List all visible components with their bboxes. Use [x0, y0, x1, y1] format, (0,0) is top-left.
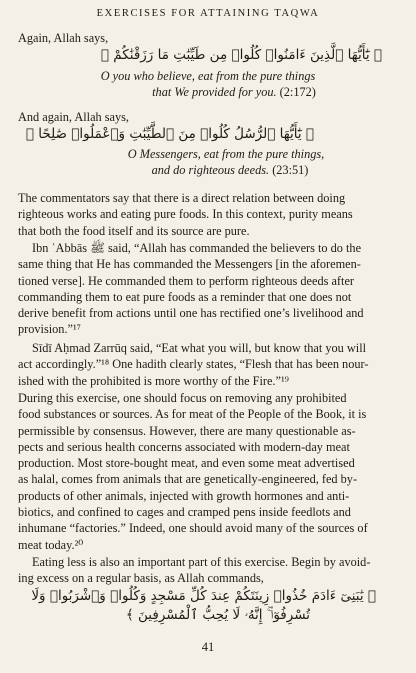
- ayah-1-reference: (2:172): [279, 85, 316, 99]
- text-line: ing excess on a regular basis, as Allah commands,: [18, 571, 264, 586]
- text-line: production. Most store-bought meat, and even some meat advertised: [18, 456, 355, 471]
- text-line: commanding them to eat pure foods as a reminder that one does not: [18, 289, 352, 304]
- lead-in-1: Again, Allah says,: [18, 31, 109, 45]
- paragraph-ibn-abbas: [18, 240, 403, 338]
- text-line: Ibn ʿAbbās ﷺ said, “Allah has commanded the believers to do the: [32, 241, 362, 255]
- ayah-1-translation-line-1: O you who believe, eat from the pure things: [100, 69, 316, 83]
- text-line: Eating less is also an important part of this exercise. Begin by avoid-: [32, 555, 371, 569]
- ayah-3-arabic-line-1: ﴿ يَٰبَنِىٓ ءَادَمَ خُذُوا۟ زِينَتَكُمْ عِندَ كُلِّ مَسْجِدٍ وَكُلُوا۟ وَٱشْرَبُوا۟ وَلَا: [31, 588, 376, 604]
- ayah-2-translation-line-1: O Messengers, eat from the pure things,: [127, 147, 325, 161]
- ayah-2-reference: (23:51): [272, 163, 309, 177]
- text-line: inhumane “factories.” Indeed, one should avoid many of the sources of: [18, 521, 368, 536]
- text-line: food substances or sources. As for meat of the People of the Book, it is: [18, 407, 367, 422]
- ayah-2-arabic: ﴿ يَٰٓأَيُّهَا ٱلرُّسُلُ كُلُوا۟ مِنَ ٱلطَّيِّبَٰتِ وَٱعْمَلُوا۟ صَٰلِحًا ﴾: [25, 126, 314, 142]
- ayah-2-translation-text: and do righteous deeds.: [151, 163, 270, 177]
- text-line: same thing that He has commanded the Messengers [in the aforemen-: [18, 257, 361, 272]
- text-line: provision.”¹⁷: [18, 322, 81, 337]
- text-line: derive benefit from actions until one has rectified one’s livelihood and: [18, 306, 364, 321]
- text-line: The commentators say that there is a direct relation between doing: [18, 191, 346, 205]
- text-line: righteous works and eating pure foods. In this context, purity means: [18, 207, 353, 222]
- text-line: During this exercise, one should focus on removing any prohibited: [18, 391, 347, 405]
- text-line: pects and serious health concerns associated with modern-day meat: [18, 439, 350, 454]
- text-line: tioned verse]. He commanded them to perform righteous deeds after: [18, 273, 354, 288]
- paragraph-eating-less: [18, 554, 403, 587]
- ayah-3-arabic-line-2: تُسْرِفُوٓا۟ ۚ إِنَّهُۥ لَا يُحِبُّ ٱلْمُسْرِفِينَ ﴾: [125, 607, 310, 623]
- ayah-2-translation-line-2: [22, 162, 416, 178]
- running-head: EXERCISES FOR ATTAINING TAQWA: [96, 8, 320, 19]
- lead-in-2: And again, Allah says,: [18, 110, 129, 124]
- text-line: that both the food itself and its source are pure.: [18, 223, 250, 238]
- text-line: permissible by consensus. However, there are many questionable as-: [18, 423, 356, 438]
- ayah-1-arabic: ﴿ يَٰٓأَيُّهَا ٱلَّذِينَ ءَامَنُوا۟ كُلُوا۟ مِن طَيِّبَٰتِ مَا رَزَقْنَٰكُمْ ﴾: [100, 47, 382, 63]
- text-line: biotics, and confined to cages and cramped pens inside feedlots and: [18, 505, 351, 520]
- ayah-1-translation-line-2: [26, 84, 416, 100]
- text-line: meat today.²⁰: [18, 537, 84, 552]
- text-line: Sīdī Aḥmad Zarrūq said, “Eat what you will, but know that you will: [32, 341, 367, 355]
- ayah-1-translation-text: that We provided for you.: [152, 85, 277, 99]
- paragraph-commentators: [18, 190, 403, 239]
- page-number: 41: [201, 640, 215, 654]
- paragraph-zarruq: [18, 340, 403, 389]
- paragraph-exercise: [18, 390, 403, 553]
- text-line: act accordingly.”¹⁸ One hadith clearly states, “Flesh that has been nour-: [18, 357, 369, 372]
- text-line: ished with the prohibited is more worthy of the Fire.”¹⁹: [18, 373, 289, 388]
- text-line: products of other animals, injected with growth hormones and anti-: [18, 488, 350, 503]
- text-line: as halal, comes from animals that are genetically-engineered, fed by-: [18, 472, 358, 487]
